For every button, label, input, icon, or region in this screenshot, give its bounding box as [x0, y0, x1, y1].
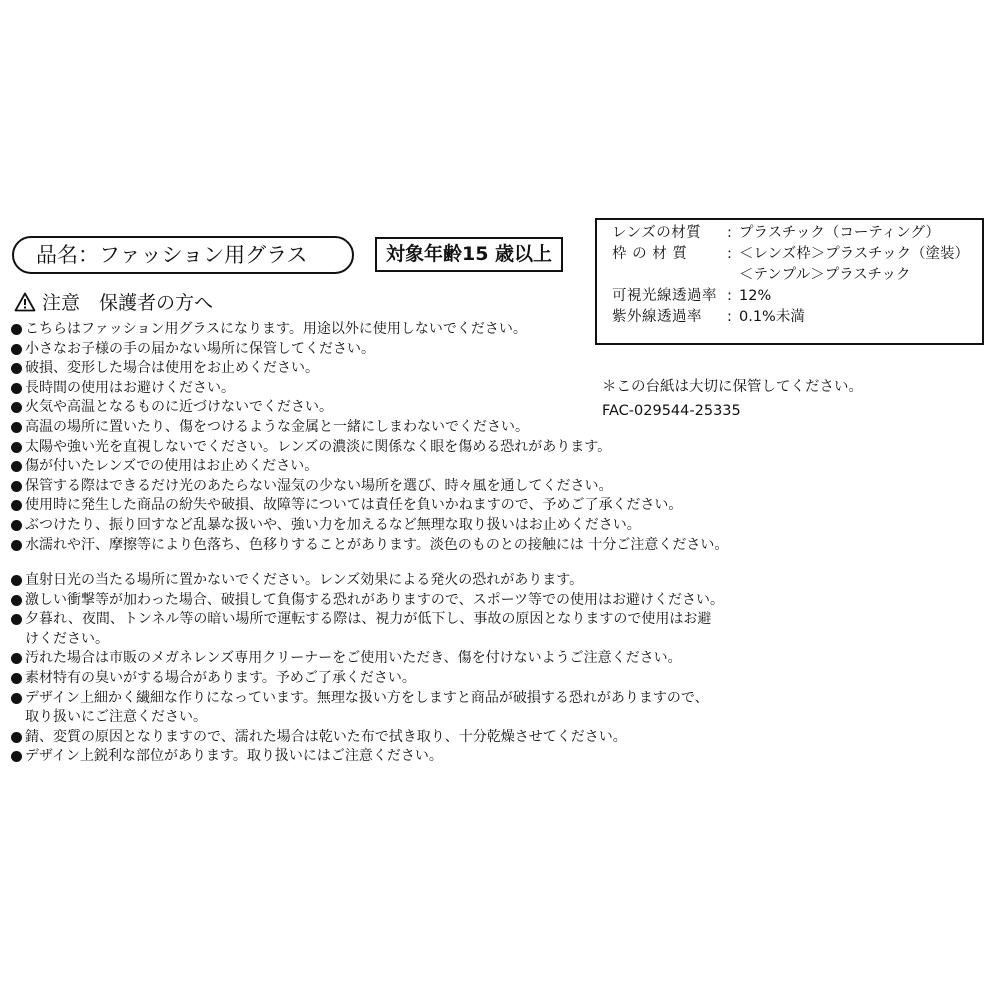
list-item: ぶつけたり、振り回すなど乱暴な扱いや、強い力を加えるなど無理な取り扱いはお止めください。	[11, 516, 728, 536]
product-name-label: 品名：ファッション用グラス	[12, 236, 354, 274]
list-item	[11, 610, 724, 649]
caution-heading-text: 注意 保護者の方へ	[42, 292, 214, 314]
warnings-list-2	[11, 571, 724, 767]
spec-value: プラスチック（コーティング）	[739, 225, 940, 241]
spec-row-visible-light	[612, 286, 982, 307]
list-item: 小さなお子様の手の届かない場所に保管してください。	[11, 340, 728, 360]
spec-row-frame	[612, 244, 982, 265]
spec-label: 可視光線透過率	[612, 288, 717, 304]
list-item	[11, 571, 724, 591]
list-item: こちらはファッション用グラスになります。用途以外に使用しないでください。	[11, 320, 728, 340]
list-item-text: デザイン上細かく繊細な作りになっています。無理な扱い方をしますと商品が破損する恐れがありますので、	[25, 689, 709, 706]
list-item: 傷が付いたレンズでの使用はお止めください。	[11, 457, 728, 477]
list-item	[11, 747, 724, 767]
list-item-text: 素材特有の臭いがする場合があります。予めご了承ください。	[25, 669, 416, 686]
spec-value-temple: ＜テンプル＞プラスチック	[739, 267, 911, 283]
warnings-list-1	[11, 320, 728, 555]
spec-colon: :	[727, 288, 732, 304]
list-item-text: 汚れた場合は市販のメガネレンズ専用クリーナーをご使用いただき、傷を付けないようご注意ください。	[25, 650, 682, 667]
list-item: 長時間の使用はお避けください。	[11, 379, 728, 399]
list-item-text: 直射日光の当たる場所に置かないでください。レンズ効果による発火の恐れがあります。	[25, 572, 584, 588]
warning-triangle-icon	[14, 292, 36, 312]
spec-value: ＜レンズ枠＞プラスチック（塗装）	[739, 246, 970, 262]
spec-row-lens	[612, 223, 982, 244]
list-item: 水濡れや汗、摩擦等により色落ち、色移りすることがあります。淡色のものとの接触には 十分ご注意ください。	[11, 536, 728, 556]
spec-value: 0.1%未満	[739, 309, 805, 325]
list-item-text: 夕暮れ、夜間、トンネル等の暗い場所で運転する際は、視力が低下し、事故の原因となりますので使用はお避	[25, 611, 712, 628]
spec-colon: :	[727, 309, 732, 325]
spec-label: 紫外線透過率	[612, 309, 702, 325]
list-item: 破損、変形した場合は使用をお止めください。	[11, 359, 728, 379]
list-item	[11, 689, 724, 728]
list-item-continuation: 取り扱いにご注意ください。	[25, 709, 207, 726]
list-item: 火気や高温となるものに近づけないでください。	[11, 398, 728, 418]
list-item: 使用時に発生した商品の紛失や破損、故障等については責任を負いかねますので、予めご了承ください。	[11, 496, 728, 516]
list-item	[11, 591, 724, 611]
target-age-badge: 対象年齢15 歳以上	[375, 237, 563, 272]
list-item	[11, 669, 724, 689]
keep-card-note: ＊この台紙は大切に保管してください。	[602, 379, 863, 395]
list-item-text: 錆、変質の原因となりますので、濡れた場合は乾いた布で拭き取り、十分乾燥させてください。	[25, 728, 627, 745]
caution-heading	[14, 288, 213, 315]
list-item-text: 激しい衝撃等が加わった場合、破損して負傷する恐れがありますので、スポーツ等での使用はお避けください。	[25, 591, 725, 608]
list-item: 高温の場所に置いたり、傷をつけるような金属と一緒にしまわないでください。	[11, 418, 728, 438]
list-item	[11, 649, 724, 669]
spec-value: 12%	[739, 288, 772, 304]
spec-label: 枠 の 材 質	[612, 246, 688, 262]
spec-colon: :	[727, 246, 732, 262]
list-item	[11, 728, 724, 748]
list-item: 太陽や強い光を直視しないでください。レンズの濃淡に関係なく眼を傷める恐れがあります。	[11, 438, 728, 458]
list-item-continuation: けください。	[25, 630, 109, 647]
spec-colon: :	[727, 225, 732, 241]
list-item-text: デザイン上鋭利な部位があります。取り扱いにはご注意ください。	[25, 748, 443, 765]
spec-label: レンズの材質	[612, 225, 702, 241]
product-code: FAC-029544-25335	[602, 403, 741, 419]
list-item: 保管する際はできるだけ光のあたらない湿気の少ない場所を選び、時々風を通してください。	[11, 477, 728, 497]
